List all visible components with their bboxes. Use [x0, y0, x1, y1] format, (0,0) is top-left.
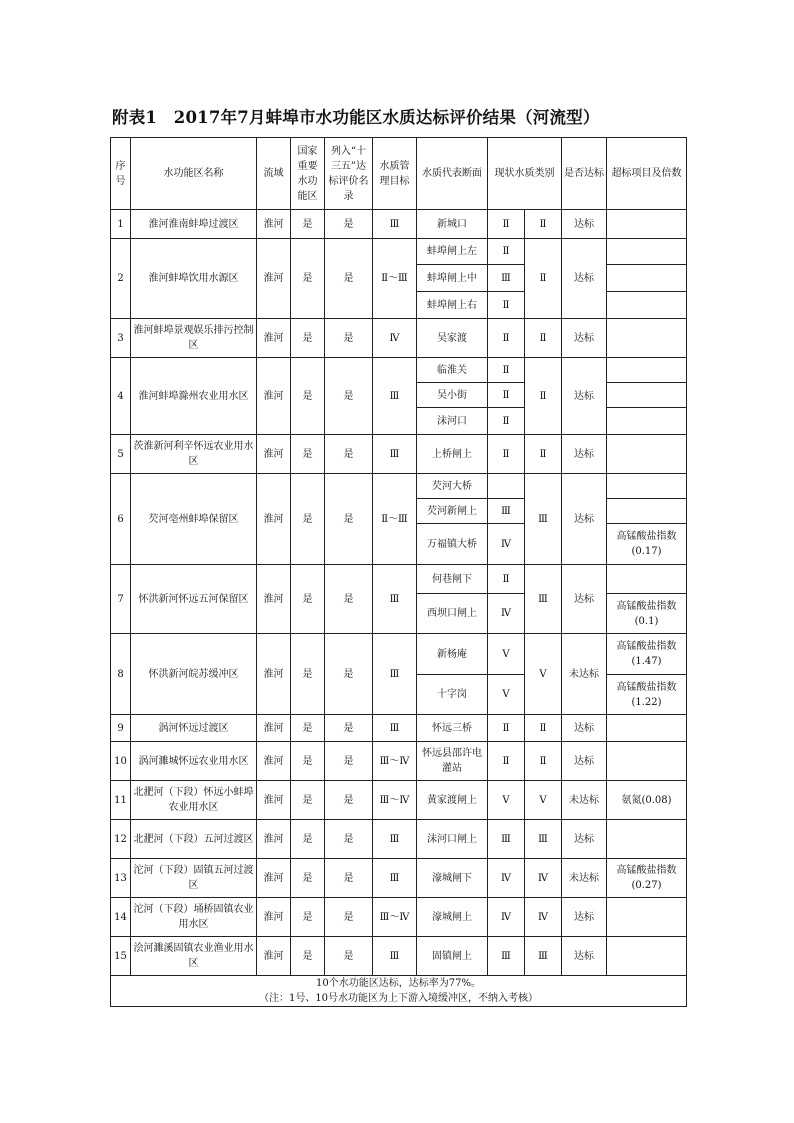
- target-class: Ⅲ: [373, 820, 417, 859]
- basin-cell: 淮河: [257, 742, 291, 781]
- row-seq: 11: [111, 781, 131, 820]
- basin-cell: 淮河: [257, 210, 291, 239]
- section-class: Ⅴ: [488, 781, 525, 820]
- zone-name: 北淝河（下段）怀远小蚌埠农业用水区: [131, 781, 257, 820]
- listed-cell: 是: [325, 820, 373, 859]
- basin-cell: 淮河: [257, 319, 291, 358]
- table-row: [111, 859, 687, 898]
- zone-class: Ⅲ: [525, 474, 562, 565]
- zone-class: Ⅱ: [525, 435, 562, 474]
- result-cell: 未达标: [562, 634, 607, 715]
- section-class: Ⅱ: [488, 435, 525, 474]
- listed-cell: 是: [325, 474, 373, 565]
- row-seq: 4: [111, 358, 131, 435]
- basin-cell: 淮河: [257, 565, 291, 634]
- header-exceed: 超标项目及倍数: [607, 138, 687, 210]
- basin-cell: 淮河: [257, 781, 291, 820]
- zone-name: 茨淮新河利辛怀远农业用水区: [131, 435, 257, 474]
- header-seq: 序号: [111, 138, 131, 210]
- exceed-cell: [607, 358, 687, 383]
- table-row: [111, 319, 687, 358]
- row-seq: 12: [111, 820, 131, 859]
- table-row: [111, 565, 687, 594]
- important-cell: 是: [291, 820, 325, 859]
- target-class: Ⅲ: [373, 358, 417, 435]
- section-class: Ⅱ: [488, 292, 525, 319]
- row-seq: 9: [111, 715, 131, 742]
- exceed-cell: [607, 565, 687, 594]
- result-cell: 达标: [562, 820, 607, 859]
- zone-name: 怀洪新河怀远五河保留区: [131, 565, 257, 634]
- zone-class: Ⅱ: [525, 715, 562, 742]
- exceed-cell: [607, 820, 687, 859]
- target-class: Ⅲ: [373, 859, 417, 898]
- exceed-cell: [607, 435, 687, 474]
- zone-name: 浍河濉溪固镇农业渔业用水区: [131, 937, 257, 976]
- section-name: 怀远三桥: [417, 715, 488, 742]
- important-cell: 是: [291, 474, 325, 565]
- zone-name: 北淝河（下段）五河过渡区: [131, 820, 257, 859]
- result-cell: 达标: [562, 210, 607, 239]
- section-class: Ⅲ: [488, 499, 525, 524]
- zone-class: Ⅲ: [525, 565, 562, 634]
- exceed-cell: 氨氮(0.08): [607, 781, 687, 820]
- zone-class: Ⅱ: [525, 319, 562, 358]
- target-class: Ⅲ: [373, 210, 417, 239]
- zone-name: 沱河（下段）固镇五河过渡区: [131, 859, 257, 898]
- section-class: Ⅴ: [488, 634, 525, 675]
- table-row: [111, 634, 687, 675]
- result-cell: 达标: [562, 898, 607, 937]
- section-class: Ⅳ: [488, 524, 525, 565]
- section-name: 新杨庵: [417, 634, 488, 675]
- table-row: [111, 715, 687, 742]
- basin-cell: 淮河: [257, 937, 291, 976]
- important-cell: 是: [291, 742, 325, 781]
- listed-cell: 是: [325, 937, 373, 976]
- important-cell: 是: [291, 634, 325, 715]
- footer-summary: 10个水功能区达标，达标率为77%。: [316, 978, 481, 989]
- table-row: [111, 358, 687, 383]
- table-row: [111, 781, 687, 820]
- section-name: 黄家渡闸上: [417, 781, 488, 820]
- table-row: [111, 820, 687, 859]
- table-row: [111, 239, 687, 265]
- target-class: Ⅲ: [373, 634, 417, 715]
- listed-cell: 是: [325, 742, 373, 781]
- listed-cell: 是: [325, 898, 373, 937]
- section-name: 濠城闸下: [417, 859, 488, 898]
- target-class: Ⅳ: [373, 319, 417, 358]
- basin-cell: 淮河: [257, 474, 291, 565]
- section-name: 吴家渡: [417, 319, 488, 358]
- section-class: Ⅱ: [488, 715, 525, 742]
- section-class: Ⅳ: [488, 859, 525, 898]
- section-class: Ⅱ: [488, 239, 525, 265]
- result-cell: 达标: [562, 715, 607, 742]
- target-class: Ⅲ: [373, 937, 417, 976]
- section-class: Ⅳ: [488, 594, 525, 634]
- document-title: 附表1 2017年7月蚌埠市水功能区水质达标评价结果（河流型）: [112, 108, 600, 127]
- row-seq: 13: [111, 859, 131, 898]
- section-name: 何巷闸下: [417, 565, 488, 594]
- listed-cell: 是: [325, 565, 373, 634]
- table-row: [111, 210, 687, 239]
- zone-name: 涡河怀远过渡区: [131, 715, 257, 742]
- zone-class: Ⅱ: [525, 239, 562, 319]
- basin-cell: 淮河: [257, 358, 291, 435]
- target-class: Ⅲ: [373, 715, 417, 742]
- table-row: [111, 474, 687, 499]
- header-row: [111, 138, 687, 210]
- result-cell: 达标: [562, 742, 607, 781]
- section-class: Ⅳ: [488, 898, 525, 937]
- footer-note: （注：1号、10号水功能区为上下游入境缓冲区，不纳入考核）: [258, 993, 539, 1004]
- section-name: 临淮关: [417, 358, 488, 383]
- header-section: 水质代表断面: [417, 138, 488, 210]
- header-result: 是否达标: [562, 138, 607, 210]
- section-name: 芡河大桥: [417, 474, 488, 499]
- zone-name: 淮河蚌埠滁州农业用水区: [131, 358, 257, 435]
- section-class: Ⅲ: [488, 265, 525, 292]
- section-name: 蚌埠闸上右: [417, 292, 488, 319]
- section-class: Ⅱ: [488, 319, 525, 358]
- section-class: Ⅱ: [488, 408, 525, 435]
- exceed-cell: 高锰酸盐指数(0.1): [607, 594, 687, 634]
- important-cell: 是: [291, 358, 325, 435]
- exceed-cell: [607, 408, 687, 435]
- table-row: [111, 742, 687, 781]
- section-name: 蚌埠闸上左: [417, 239, 488, 265]
- result-cell: 达标: [562, 319, 607, 358]
- zone-class: Ⅱ: [525, 358, 562, 435]
- exceed-cell: [607, 319, 687, 358]
- row-seq: 6: [111, 474, 131, 565]
- section-name: 十字岗: [417, 675, 488, 715]
- section-class: Ⅱ: [488, 210, 525, 239]
- basin-cell: 淮河: [257, 435, 291, 474]
- zone-class: Ⅳ: [525, 898, 562, 937]
- zone-class: Ⅱ: [525, 210, 562, 239]
- exceed-cell: [607, 898, 687, 937]
- section-class: Ⅱ: [488, 383, 525, 408]
- important-cell: 是: [291, 715, 325, 742]
- zone-name: 沱河（下段）埇桥固镇农业用水区: [131, 898, 257, 937]
- section-name: 西坝口闸上: [417, 594, 488, 634]
- zone-name: 淮河蚌埠饮用水源区: [131, 239, 257, 319]
- listed-cell: 是: [325, 435, 373, 474]
- header-name: 水功能区名称: [131, 138, 257, 210]
- result-cell: 达标: [562, 358, 607, 435]
- zone-name: 淮河淮南蚌埠过渡区: [131, 210, 257, 239]
- table-row: [111, 937, 687, 976]
- exceed-cell: [607, 742, 687, 781]
- exceed-cell: [607, 292, 687, 319]
- exceed-cell: 高锰酸盐指数(1.22): [607, 675, 687, 715]
- zone-class: Ⅲ: [525, 937, 562, 976]
- target-class: Ⅲ: [373, 435, 417, 474]
- exceed-cell: 高锰酸盐指数(0.27): [607, 859, 687, 898]
- section-name: 沫河口闸上: [417, 820, 488, 859]
- section-name: 蚌埠闸上中: [417, 265, 488, 292]
- section-class: Ⅱ: [488, 742, 525, 781]
- result-cell: 达标: [562, 435, 607, 474]
- listed-cell: 是: [325, 634, 373, 715]
- header-target: 水质管理目标: [373, 138, 417, 210]
- row-seq: 15: [111, 937, 131, 976]
- important-cell: 是: [291, 781, 325, 820]
- result-cell: 达标: [562, 937, 607, 976]
- result-cell: 未达标: [562, 781, 607, 820]
- row-seq: 8: [111, 634, 131, 715]
- footer-row: [111, 976, 687, 1007]
- listed-cell: 是: [325, 210, 373, 239]
- zone-name: 涡河濉城怀远农业用水区: [131, 742, 257, 781]
- important-cell: 是: [291, 565, 325, 634]
- section-class: Ⅱ: [488, 565, 525, 594]
- target-class: Ⅲ～Ⅳ: [373, 781, 417, 820]
- row-seq: 1: [111, 210, 131, 239]
- exceed-cell: [607, 383, 687, 408]
- exceed-cell: 高锰酸盐指数(1.47): [607, 634, 687, 675]
- exceed-cell: [607, 210, 687, 239]
- basin-cell: 淮河: [257, 898, 291, 937]
- row-seq: 5: [111, 435, 131, 474]
- zone-class: Ⅴ: [525, 634, 562, 715]
- table-row: [111, 898, 687, 937]
- listed-cell: 是: [325, 319, 373, 358]
- exceed-cell: [607, 474, 687, 499]
- important-cell: 是: [291, 210, 325, 239]
- listed-cell: 是: [325, 859, 373, 898]
- important-cell: 是: [291, 937, 325, 976]
- section-name: 新城口: [417, 210, 488, 239]
- exceed-cell: [607, 239, 687, 265]
- header-status: 现状水质类别: [488, 138, 562, 210]
- section-name: 芡河新闸上: [417, 499, 488, 524]
- exceed-cell: 高锰酸盐指数(0.17): [607, 524, 687, 565]
- header-basin: 流域: [257, 138, 291, 210]
- basin-cell: 淮河: [257, 859, 291, 898]
- table-row: [111, 435, 687, 474]
- zone-class: Ⅴ: [525, 781, 562, 820]
- important-cell: 是: [291, 239, 325, 319]
- section-name: 万福镇大桥: [417, 524, 488, 565]
- target-class: Ⅱ～Ⅲ: [373, 474, 417, 565]
- basin-cell: 淮河: [257, 715, 291, 742]
- zone-name: 淮河蚌埠景观娱乐排污控制区: [131, 319, 257, 358]
- section-name: 固镇闸上: [417, 937, 488, 976]
- basin-cell: 淮河: [257, 239, 291, 319]
- zone-class: Ⅳ: [525, 859, 562, 898]
- zone-class: Ⅲ: [525, 820, 562, 859]
- result-cell: 达标: [562, 239, 607, 319]
- listed-cell: 是: [325, 239, 373, 319]
- important-cell: 是: [291, 435, 325, 474]
- footer-cell: [111, 976, 687, 1007]
- result-cell: 达标: [562, 474, 607, 565]
- section-name: 上桥闸上: [417, 435, 488, 474]
- target-class: Ⅲ: [373, 565, 417, 634]
- listed-cell: 是: [325, 358, 373, 435]
- row-seq: 3: [111, 319, 131, 358]
- section-class: Ⅲ: [488, 937, 525, 976]
- important-cell: 是: [291, 859, 325, 898]
- target-class: Ⅱ～Ⅲ: [373, 239, 417, 319]
- row-seq: 14: [111, 898, 131, 937]
- result-cell: 未达标: [562, 859, 607, 898]
- section-name: 濠城闸上: [417, 898, 488, 937]
- section-class: Ⅴ: [488, 675, 525, 715]
- listed-cell: 是: [325, 781, 373, 820]
- exceed-cell: [607, 715, 687, 742]
- header-listed: 列入“十三五”达标评价名录: [325, 138, 373, 210]
- basin-cell: 淮河: [257, 634, 291, 715]
- section-name: 沫河口: [417, 408, 488, 435]
- result-cell: 达标: [562, 565, 607, 634]
- row-seq: 2: [111, 239, 131, 319]
- row-seq: 10: [111, 742, 131, 781]
- exceed-cell: [607, 499, 687, 524]
- important-cell: 是: [291, 319, 325, 358]
- exceed-cell: [607, 937, 687, 976]
- section-class: Ⅱ: [488, 358, 525, 383]
- exceed-cell: [607, 265, 687, 292]
- target-class: Ⅲ～Ⅳ: [373, 898, 417, 937]
- target-class: Ⅲ～Ⅳ: [373, 742, 417, 781]
- section-class: Ⅲ: [488, 820, 525, 859]
- row-seq: 7: [111, 565, 131, 634]
- zone-name: 怀洪新河皖苏缓冲区: [131, 634, 257, 715]
- zone-name: 芡河亳州蚌埠保留区: [131, 474, 257, 565]
- zone-class: Ⅱ: [525, 742, 562, 781]
- listed-cell: 是: [325, 715, 373, 742]
- section-name: 怀远县邵许电灌站: [417, 742, 488, 781]
- section-class: [488, 474, 525, 499]
- section-name: 吴小街: [417, 383, 488, 408]
- basin-cell: 淮河: [257, 820, 291, 859]
- important-cell: 是: [291, 898, 325, 937]
- header-important: 国家重要水功能区: [291, 138, 325, 210]
- evaluation-table: [110, 137, 687, 1007]
